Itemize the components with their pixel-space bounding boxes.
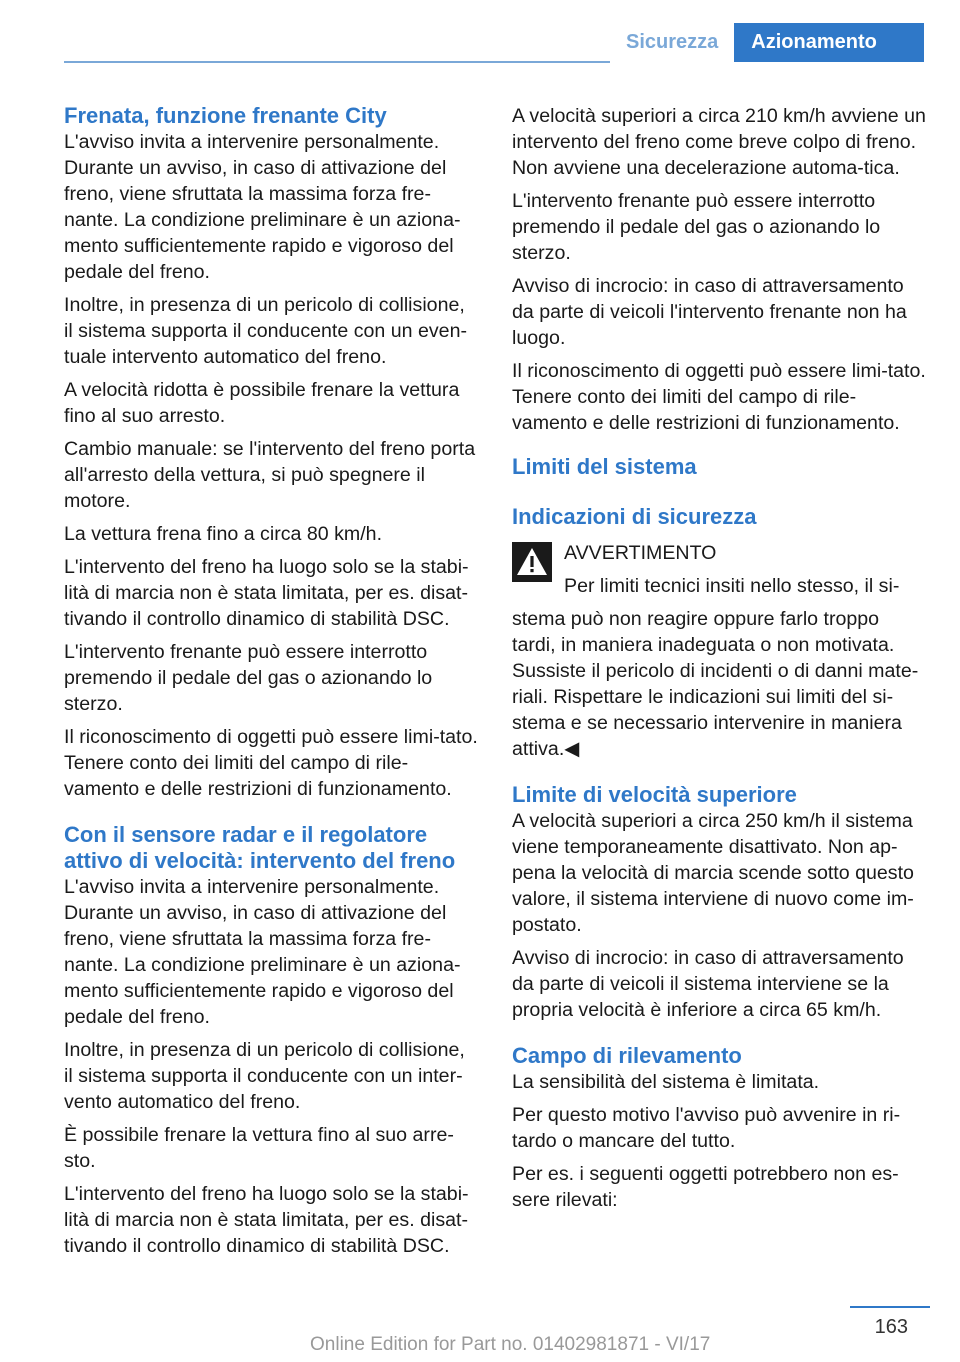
paragraph: Inoltre, in presenza di un pericolo di collisione, il sistema supporta il conducente con un even‐tuale intervento automatico del freno. bbox=[64, 294, 467, 368]
paragraph: Avviso di incrocio: in caso di attraversamento da parte di veicoli l'intervento frenante non ha luogo. bbox=[512, 275, 907, 349]
paragraph: L'intervento frenante può essere interrotto premendo il pedale del gas o azionando lo sterzo. bbox=[64, 641, 433, 715]
paragraph: L'intervento frenante può essere interrotto premendo il pedale del gas o azionando lo sterzo. bbox=[512, 190, 881, 264]
warning-text-first-line: Per limiti tecnici insiti nello stesso, il si‐ bbox=[564, 575, 900, 597]
header-rule bbox=[64, 61, 610, 63]
footer-edition: Online Edition for Part no. 01402981871 - VI/17 bbox=[310, 1334, 711, 1355]
paragraph: L'avviso invita a intervenire personalmente. Durante un avviso, in caso di attivazione del freno, viene sfruttata la massima forza fre‐nante. La condizione preliminare è un aziona‐mento sufficientemente rapido e vigoroso del pedale del freno. bbox=[64, 131, 461, 283]
heading-campo-di-rilevamento: Campo di rilevamento bbox=[512, 1043, 742, 1068]
paragraph: A velocità superiori a circa 250 km/h il sistema viene temporaneamente disattivato. Non ap‐pena la velocità di marcia scende sotto questo valore, il sistema interviene di nuovo come im‐postato. bbox=[512, 810, 914, 936]
header-tabs bbox=[610, 23, 924, 62]
tab-azionamento[interactable]: Azionamento bbox=[734, 23, 924, 62]
page-number: 163 bbox=[874, 1316, 908, 1338]
left-column bbox=[64, 103, 478, 1266]
paragraph: Cambio manuale: se l'intervento del freno porta all'arresto della vettura, si può spegnere il motore. bbox=[64, 438, 476, 512]
paragraph: A velocità superiori a circa 210 km/h avviene un intervento del freno come breve colpo di freno. Non avviene una decelerazione automa‐tica. bbox=[512, 105, 926, 179]
heading-indicazioni-di-sicurezza: Indicazioni di sicurezza bbox=[512, 504, 757, 529]
paragraph: Per es. i seguenti oggetti potrebbero non es‐sere rilevati: bbox=[512, 1163, 899, 1211]
paragraph: Inoltre, in presenza di un pericolo di collisione, il sistema supporta il conducente con un inter‐vento automatico del freno. bbox=[64, 1039, 465, 1113]
tab-sicurezza[interactable]: Sicurezza bbox=[610, 23, 734, 62]
heading-sensore-radar: Con il sensore radar e il regolatore attivo di velocità: intervento del freno bbox=[64, 822, 456, 873]
heading-limite-velocita: Limite di velocità superiore bbox=[512, 782, 797, 807]
heading-limiti-del-sistema: Limiti del sistema bbox=[512, 454, 697, 479]
paragraph: Il riconoscimento di oggetti può essere limi‐tato. Tenere conto dei limiti del campo di rile‐vamento e delle restrizioni di funzionamento. bbox=[512, 360, 926, 434]
paragraph: Avviso di incrocio: in caso di attraversamento da parte di veicoli il sistema interviene se la propria velocità è inferiore a circa 65 km/h. bbox=[512, 947, 904, 1021]
warning-text: stema può non reagire oppure farlo troppo tardi, in maniera inadeguata o non motivata. Sussiste il pericolo di incidenti o di danni mate‐riali. Rispettare le indicazioni sui limiti del si‐stema e se necessario intervenire in maniera attiva.◀ bbox=[512, 608, 919, 760]
page-number-rule bbox=[850, 1306, 930, 1308]
paragraph: Il riconoscimento di oggetti può essere limi‐tato. Tenere conto dei limiti del campo di rile‐vamento e delle restrizioni di funzionamento. bbox=[64, 726, 478, 800]
paragraph: A velocità ridotta è possibile frenare la vettura fino al suo arresto. bbox=[64, 379, 460, 427]
warning-title: AVVERTIMENTO bbox=[564, 542, 717, 564]
paragraph: La sensibilità del sistema è limitata. bbox=[512, 1071, 820, 1093]
warning-box bbox=[512, 540, 928, 762]
paragraph: Per questo motivo l'avviso può avvenire in ri‐tardo o mancare del tutto. bbox=[512, 1104, 901, 1152]
heading-frenata-city: Frenata, funzione frenante City bbox=[64, 103, 387, 128]
right-column bbox=[512, 103, 928, 1220]
warning-triangle-icon bbox=[512, 542, 552, 582]
paragraph: L'avviso invita a intervenire personalmente. Durante un avviso, in caso di attivazione del freno, viene sfruttata la massima forza fre‐nante. La condizione preliminare è un aziona‐mento sufficientemente rapido e vigoroso del pedale del freno. bbox=[64, 876, 461, 1028]
paragraph: È possibile frenare la vettura fino al suo arre‐sto. bbox=[64, 1124, 454, 1172]
paragraph: L'intervento del freno ha luogo solo se la stabi‐lità di marcia non è stata limitata, per es. disat‐tivando il controllo dinamico di stabilità DSC. bbox=[64, 1183, 469, 1257]
paragraph: L'intervento del freno ha luogo solo se la stabi‐lità di marcia non è stata limitata, per es. disat‐tivando il controllo dinamico di stabilità DSC. bbox=[64, 556, 469, 630]
paragraph: La vettura frena fino a circa 80 km/h. bbox=[64, 523, 383, 545]
